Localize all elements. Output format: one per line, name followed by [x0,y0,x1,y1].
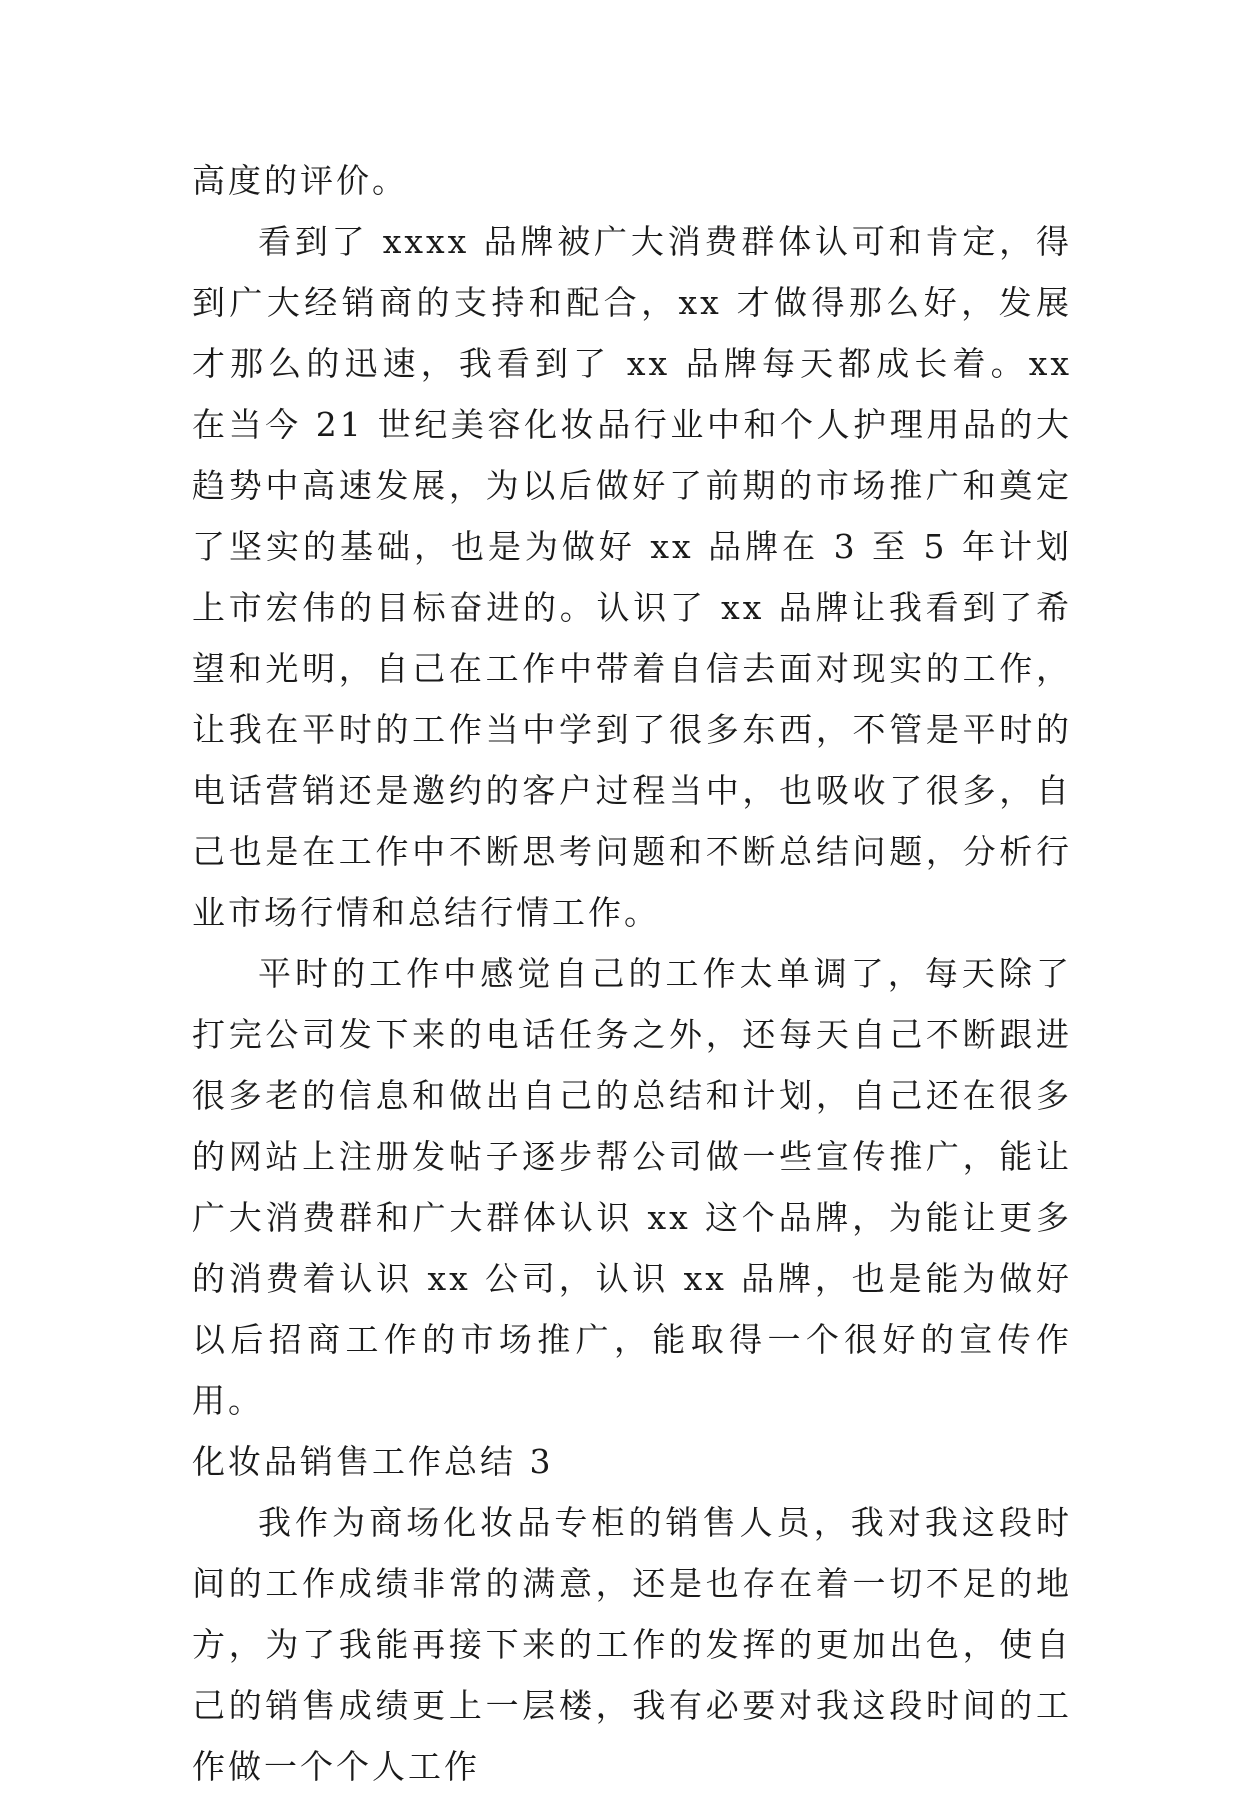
section-heading: 化妆品销售工作总结 3 [192,1442,554,1481]
paragraph-continued: 高度的评价。 [192,161,408,200]
paragraph-counter-sales: 我作为商场化妆品专柜的销售人员，我对我这段时间的工作成绩非常的满意，还是也存在着一切不足的地方，为了我能再接下来的工作的发挥的更加出色，使自己的销售成绩更上一层楼，我有必要对我这段时间的工作做一个个人工作 [192,1503,1072,1786]
document-body [192,150,1072,1797]
paragraph-daily-work: 平时的工作中感觉自己的工作太单调了，每天除了打完公司发下来的电话任务之外，还每天自己不断跟进很多老的信息和做出自己的总结和计划，自己还在很多的网站上注册发帖子逐步帮公司做一些宣传推广，能让广大消费群和广大群体认识 xx 这个品牌，为能让更多的消费着认识 xx 公司，认识 xx 品牌，也是能为做好以后招商工作的市场推广，能取得一个很好的宣传作用。 [192,954,1072,1420]
paragraph-brand-growth: 看到了 xxxx 品牌被广大消费群体认可和肯定，得到广大经销商的支持和配合，xx 才做得那么好，发展才那么的迅速，我看到了 xx 品牌每天都成长着。xx 在当今 21 世纪美容化妆品行业中和个人护理用品的大趋势中高速发展，为以后做好了前期的市场推广和奠定了坚实的基础，也是为做好 xx 品牌在 3 至 5 年计划上市宏伟的目标奋进的。认识了 xx 品牌让我看到了希望和光明，自己在工作中带着自信去面对现实的工作，让我在平时的工作当中学到了很多东西，不管是平时的电话营销还是邀约的客户过程当中，也吸收了很多，自己也是在工作中不断思考问题和不断总结问题，分析行业市场行情和总结行情工作。 [192,222,1072,932]
